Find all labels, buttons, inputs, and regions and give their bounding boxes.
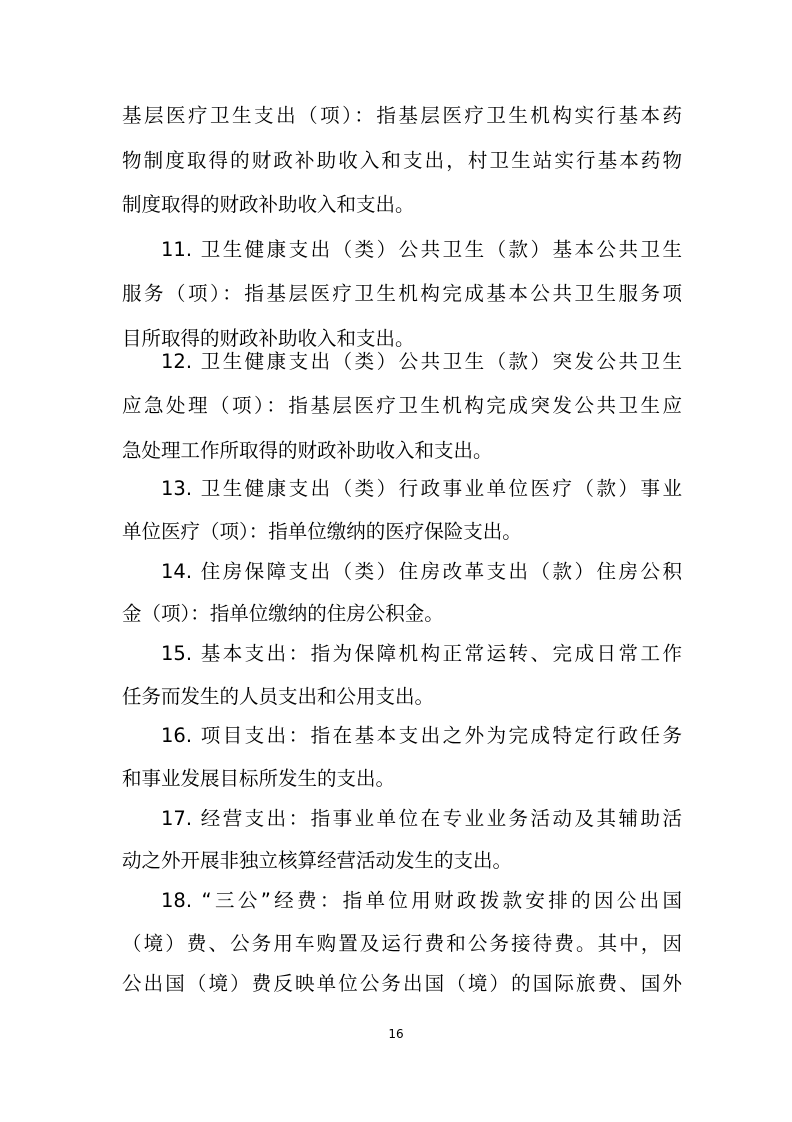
paragraph-1-line-2: 物制度取得的财政补助收入和支出，村卫生站实行基本药物: [122, 149, 682, 172]
paragraph-14-line-1: 14. 住房保障支出（类）住房改革支出（款）住房公积: [161, 560, 682, 583]
paragraph-18-line-2: （境）费、公务用车购置及运行费和公务接待费。其中，因: [122, 932, 682, 955]
paragraph-16-line-2: 和事业发展目标所发生的支出。: [122, 767, 396, 790]
paragraph-12-line-1: 12. 卫生健康支出（类）公共卫生（款）突发公共卫生: [161, 350, 682, 373]
paragraph-11-line-2: 服务（项）：指基层医疗卫生机构完成基本公共卫生服务项: [122, 282, 682, 305]
paragraph-13-line-2: 单位医疗（项）：指单位缴纳的医疗保险支出。: [122, 520, 522, 543]
paragraph-15-line-1: 15. 基本支出：指为保障机构正常运转、完成日常工作: [161, 642, 682, 665]
paragraph-18-line-1: 18. “三公”经费：指单位用财政拨款安排的因公出国: [161, 889, 682, 912]
paragraph-17-line-2: 动之外开展非独立核算经营活动发生的支出。: [122, 849, 513, 872]
paragraph-14-line-2: 金（项）：指单位缴纳的住房公积金。: [122, 602, 444, 625]
paragraph-16-line-1: 16. 项目支出：指在基本支出之外为完成特定行政任务: [161, 724, 682, 747]
page-number: 16: [388, 1027, 404, 1041]
paragraph-17-line-1: 17. 经营支出：指事业单位在专业业务活动及其辅助活: [161, 807, 682, 830]
paragraph-15-line-2: 任务而发生的人员支出和公用支出。: [122, 685, 435, 708]
paragraph-11-line-1: 11. 卫生健康支出（类）公共卫生（款）基本公共卫生: [161, 238, 682, 261]
paragraph-12-line-2: 应急处理（项）：指基层医疗卫生机构完成突发公共卫生应: [122, 394, 682, 417]
paragraph-12-line-3: 急处理工作所取得的财政补助收入和支出。: [122, 439, 493, 462]
paragraph-11-line-3: 目所取得的财政补助收入和支出。: [122, 327, 415, 350]
paragraph-18-line-3: 公出国（境）费反映单位公务出国（境）的国际旅费、国外: [122, 972, 682, 995]
paragraph-13-line-1: 13. 卫生健康支出（类）行政事业单位医疗（款）事业: [161, 477, 682, 500]
paragraph-1-line-3: 制度取得的财政补助收入和支出。: [122, 193, 415, 216]
paragraph-1-line-1: 基层医疗卫生支出（项）：指基层医疗卫生机构实行基本药: [122, 104, 682, 127]
